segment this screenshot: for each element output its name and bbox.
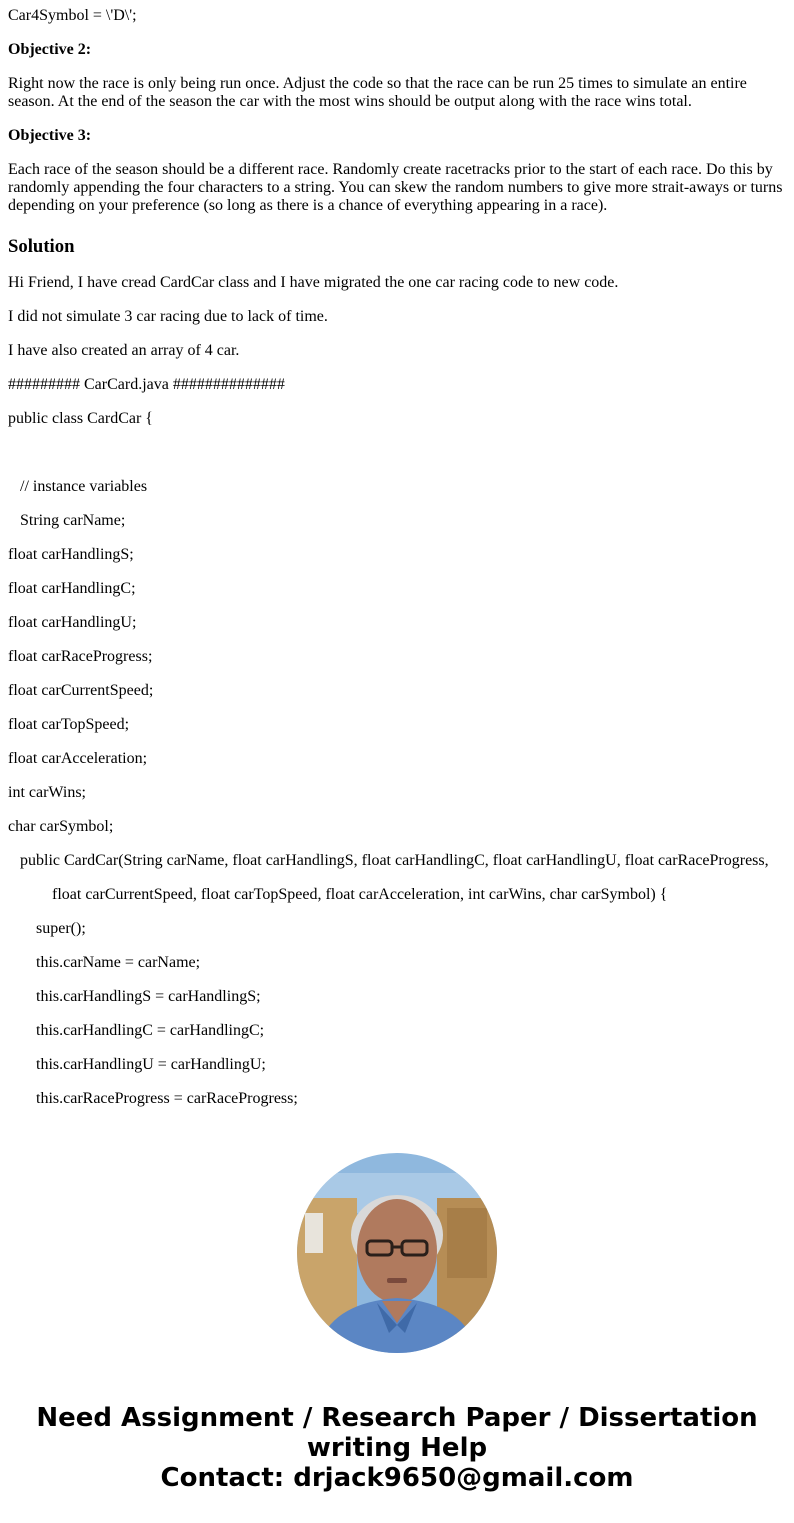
promo-line-2: writing Help	[306, 1433, 488, 1463]
code-line: super();	[36, 920, 86, 937]
code-line: // instance variables	[20, 478, 148, 495]
author-portrait-image	[297, 1153, 497, 1353]
solution-paragraph: Hi Friend, I have cread CardCar class and I have migrated the one car racing code to new code.	[8, 274, 619, 291]
code-line: float carCurrentSpeed, float carTopSpeed, float carAcceleration, int carWins, char carSymbol) {	[52, 886, 668, 903]
code-line: this.carHandlingU = carHandlingU;	[36, 1056, 266, 1073]
contact-line: Contact: drjack9650@gmail.com	[160, 1463, 634, 1493]
code-line: float carRaceProgress;	[8, 648, 153, 665]
objective-3-heading: Objective 3:	[8, 127, 92, 144]
promo-line-1: Need Assignment / Research Paper / Dissertation	[36, 1403, 758, 1433]
solution-paragraph: I did not simulate 3 car racing due to lack of time.	[8, 308, 328, 325]
code-line: float carHandlingU;	[8, 614, 137, 631]
code-line: this.carRaceProgress = carRaceProgress;	[36, 1090, 298, 1107]
code-line: float carCurrentSpeed;	[8, 682, 154, 699]
objective-3-text: Each race of the season should be a different race. Randomly create racetracks prior to the start of each race. Do this by randomly appending the four characters to a string. You can skew the random numbers to give more strait-aways or turns depending on your preference (so long as there is a chance of everything appearing in a race).	[8, 161, 783, 214]
objective-2-heading: Objective 2:	[8, 41, 92, 58]
promo-footer	[0, 1403, 794, 1493]
code-line: String carName;	[20, 512, 126, 529]
code-line: public class CardCar {	[8, 410, 153, 427]
author-avatar	[297, 1153, 497, 1353]
document-body	[8, 0, 786, 1108]
solution-paragraph: I have also created an array of 4 car.	[8, 342, 240, 359]
code-line: int carWins;	[8, 784, 86, 801]
solution-heading: Solution	[8, 236, 75, 257]
code-line: this.carHandlingS = carHandlingS;	[36, 988, 261, 1005]
code-line: char carSymbol;	[8, 818, 114, 835]
file-separator-line: ######### CarCard.java ##############	[8, 376, 285, 393]
objective-2-text: Right now the race is only being run once. Adjust the code so that the race can be run 25 times to simulate an entire season. At the end of the season the car with the most wins should be output along with the race wins total.	[8, 75, 747, 110]
code-line: public CardCar(String carName, float carHandlingS, float carHandlingC, float carHandlingU, float carRaceProgress,	[20, 852, 769, 869]
code-line: this.carHandlingC = carHandlingC;	[36, 1022, 265, 1039]
code-fragment-line: Car4Symbol = \'D\';	[8, 7, 137, 24]
code-line: float carAcceleration;	[8, 750, 148, 767]
code-line: float carHandlingS;	[8, 546, 134, 563]
code-line: float carHandlingC;	[8, 580, 136, 597]
code-line: this.carName = carName;	[36, 954, 201, 971]
code-line: float carTopSpeed;	[8, 716, 130, 733]
